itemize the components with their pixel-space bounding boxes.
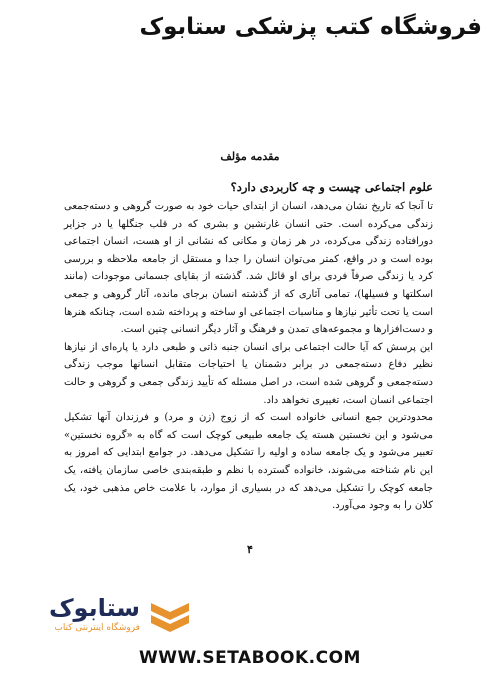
logo-tagline: فروشگاه اینترنتی کتاب xyxy=(54,623,140,633)
setabook-logo[interactable] xyxy=(42,595,192,639)
section-title: مقدمه مؤلف xyxy=(220,150,280,163)
paragraph: محدودترین جمع انسانی خانواده است که از زوج (زن و مرد) و فرزندان آنها تشکیل می‌شود و این نخستین هسته یک جامعه طبیعی کوچک است که گاه به «گروه نخستین» تعبیر می‌شود و یک جامعه ساده و اولیه را تشکیل می‌دهد. در جوامع ابتدایی که امروز به این نام شناخته می‌شوند، خانواده گسترده با نظم و طبقه‌بندی خاصی سازمان یافته، یک جامعه کوچک را تشکیل می‌دهد که در بسیاری از موارد، با علامت خاص مذهبی خود، یک کلان را به وجود می‌آورد. xyxy=(64,412,433,512)
paragraph: تا آنجا که تاریخ نشان می‌دهد، انسان از ابتدای حیات خود به صورت گروهی و دسته‌جمعی زندگی می‌کرده است. حتی انسان غارنشین و بشری که در قلب جنگلها یا در جزایر دورافتاده زندگی می‌کرده، در هر زمان و مکانی که نشانی از او هست، انسان اجتماعی بوده است و در واقع، کمتر می‌توان انسان را جدا و مستقل از جامعه ملاحظه و بررسی کرد یا زندگی صرفاً فردی برای او قائل شد. گذشته از بقایای جسمانی موجودات (مانند اسکلتها و فسیلها)، تمامی آثاری که از گذشته انسان برجای مانده، آثار گروهی و جمعی است یا تحت تأثیر نیازها و مناسبات اجتماعی او ساخته و پرداخته شده است، چنانکه هنرها و دست‌افزارها و مجموعه‌های تمدن و فرهنگ و آثار دیگر انسانی چنین است. xyxy=(64,201,433,336)
page-header-title: فروشگاه کتب پزشکی ستابوک xyxy=(139,14,482,40)
logo-text xyxy=(42,595,140,633)
page-number: ۴ xyxy=(247,543,253,556)
question-heading: علوم اجتماعی چیست و چه کاربردی دارد؟ xyxy=(230,180,433,194)
open-book-icon xyxy=(148,595,192,639)
logo-wordmark: ستابوک xyxy=(48,594,140,622)
document-body xyxy=(64,180,433,515)
paragraph: این پرسش که آیا حالت اجتماعی برای انسان جنبه ذاتی و طبعی دارد یا پاره‌ای از نیازها نظیر دفاع دسته‌جمعی در برابر دشمنان یا احتیاجات متقابل انسانها موجب زندگی دسته‌جمعی و گروهی شده است، در اصل مسئله که تأیید زندگی جمعی و گروهی و حالت اجتماعی انسان است، تغییری نخواهد داد. xyxy=(64,341,433,406)
website-url[interactable]: WWW.SETABOOK.COM xyxy=(139,648,361,668)
